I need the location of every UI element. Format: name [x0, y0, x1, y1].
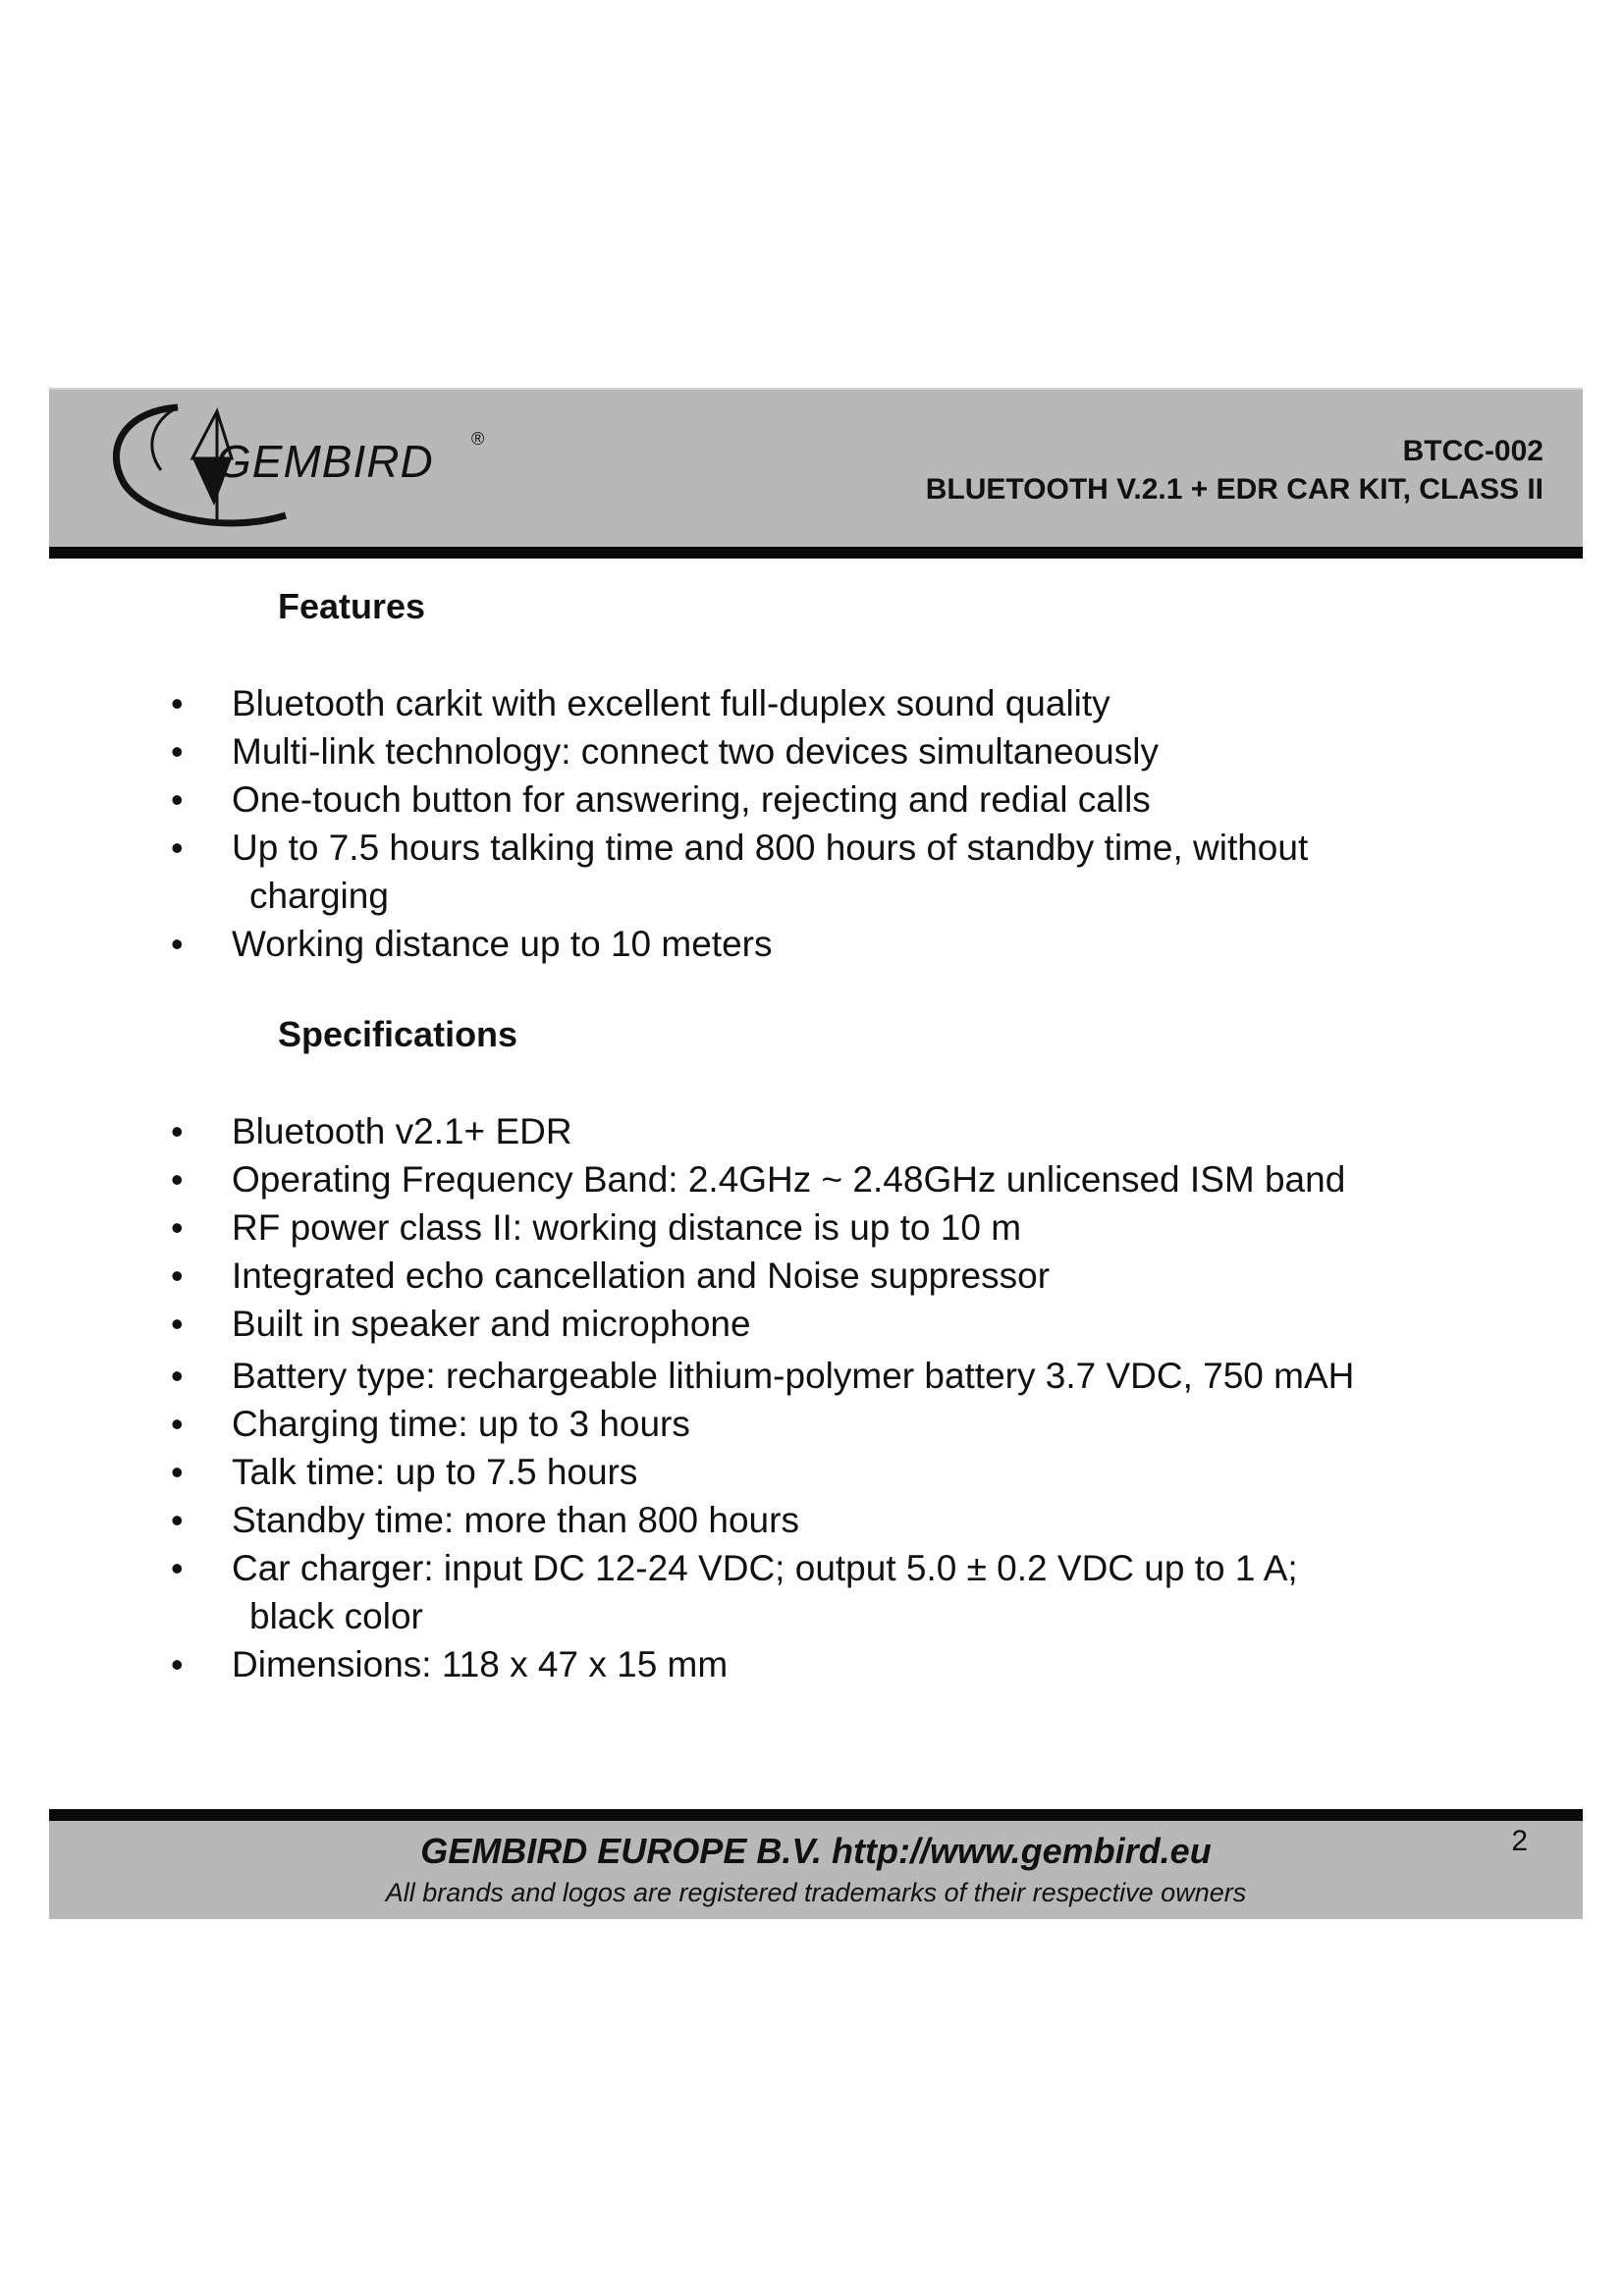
list-item: • Integrated echo cancellation and Noise suppressor	[0, 1252, 1508, 1300]
list-item: • Dimensions: 118 x 47 x 15 mm	[0, 1640, 1508, 1688]
list-item: • Bluetooth carkit with excellent full-duplex sound quality	[0, 679, 1508, 727]
list-item: • One-touch button for answering, rejecting and redial calls	[0, 775, 1508, 824]
registered-mark: ®	[471, 429, 485, 449]
product-title: BLUETOOTH V.2.1 + EDR CAR KIT, CLASS II	[925, 473, 1543, 506]
list-item: • Built in speaker and microphone	[0, 1300, 1508, 1348]
list-item: • Charging time: up to 3 hours	[0, 1400, 1508, 1448]
list-item: • Bluetooth v2.1+ EDR	[0, 1107, 1508, 1155]
specifications-list	[0, 1107, 1624, 1688]
features-heading: Features	[278, 586, 426, 626]
list-item: • Multi-link technology: connect two devices simultaneously	[0, 727, 1508, 775]
list-item: • Car charger: input DC 12-24 VDC; output 5.0 ± 0.2 VDC up to 1 A; black color	[0, 1544, 1508, 1640]
page-number: 2	[1511, 1825, 1528, 1857]
specifications-heading: Specifications	[278, 1014, 518, 1054]
list-item: • Standby time: more than 800 hours	[0, 1496, 1508, 1544]
list-item: • Working distance up to 10 meters	[0, 920, 1508, 968]
list-item: • Talk time: up to 7.5 hours	[0, 1448, 1508, 1496]
footer-company: GEMBIRD EUROPE B.V. http://www.gembird.eu	[420, 1831, 1212, 1871]
footer-divider	[49, 1809, 1583, 1821]
list-item: • RF power class II: working distance is up to 10 m	[0, 1203, 1508, 1252]
list-item: • Operating Frequency Band: 2.4GHz ~ 2.48GHz unlicensed ISM band	[0, 1155, 1508, 1203]
list-item: • Up to 7.5 hours talking time and 800 hours of standby time, without charging	[0, 824, 1508, 920]
brand-name: GEMBIRD	[216, 436, 434, 487]
features-list	[0, 679, 1624, 968]
footer-trademark-note: All brands and logos are registered trademarks of their respective owners	[385, 1878, 1247, 1907]
model-number: BTCC-002	[1402, 435, 1543, 467]
list-item: • Battery type: rechargeable lithium-polymer battery 3.7 VDC, 750 mAH	[0, 1352, 1508, 1400]
header-band	[49, 388, 1583, 549]
footer-band	[49, 1821, 1583, 1919]
header-divider	[49, 547, 1583, 559]
